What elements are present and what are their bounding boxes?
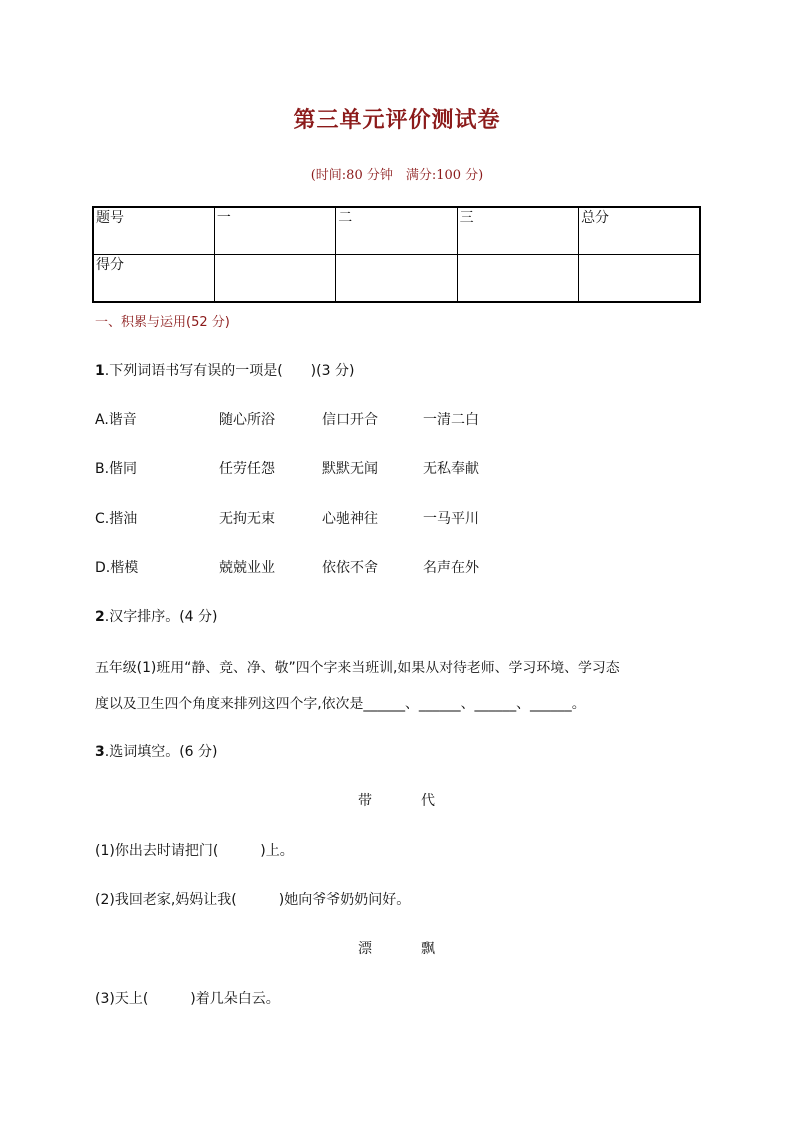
option-word: 兢兢业业	[219, 560, 275, 576]
question-text: .下列词语书写有误的一项是( )(3 分)	[104, 363, 355, 379]
exam-info: (时间:80 分钟 满分:100 分)	[310, 168, 484, 183]
table-cell-header: 三	[457, 207, 578, 255]
question-3	[95, 741, 217, 761]
question-number: 3	[95, 744, 105, 760]
option-word: 心驰神往	[322, 511, 378, 527]
fill-sentence-2: (2)我回老家,妈妈让我( )她向爷爷奶奶问好。	[95, 892, 411, 908]
fill-sentence-1: (1)你出去时请把门( )上。	[95, 843, 294, 859]
page-title: 第三单元评价测试卷	[293, 107, 501, 133]
question-2	[95, 606, 217, 626]
option-word: 无私奉献	[423, 461, 479, 477]
option-word: 任劳任怨	[219, 461, 275, 477]
option-letter: B.偕同	[95, 461, 138, 477]
option-word: 一马平川	[423, 511, 479, 527]
option-word: 一清二白	[423, 412, 479, 428]
score-table	[92, 206, 701, 303]
option-word: 依依不舍	[322, 560, 378, 576]
word-choices-2	[0, 938, 794, 958]
option-word: 默默无闻	[322, 461, 378, 477]
section-heading: 一、积累与运用(52 分)	[95, 315, 230, 330]
question-number: 1	[95, 363, 105, 379]
question-2-body-line1: 五年级(1)班用“静、竞、净、敬”四个字来当班训,如果从对待老师、学习环境、学习态	[95, 660, 620, 676]
choice-word: 带	[358, 793, 372, 809]
table-row	[93, 255, 700, 303]
score-cell	[214, 255, 335, 303]
word-choices-1	[0, 790, 794, 810]
fill-sentence-3: (3)天上( )着几朵白云。	[95, 991, 280, 1007]
question-number: 2	[95, 609, 105, 625]
table-cell-header: 题号	[93, 207, 214, 255]
option-word: 名声在外	[423, 560, 479, 576]
table-cell-header: 二	[336, 207, 457, 255]
table-cell-header: 一	[214, 207, 335, 255]
option-letter: D.楷模	[95, 560, 139, 576]
question-text: .选词填空。(6 分)	[104, 744, 218, 760]
option-word: 随心所浴	[219, 412, 275, 428]
question-2-body-line2: 度以及卫生四个角度来排列这四个字,依次是______、______、______、______。	[95, 696, 586, 712]
option-word: 信口开合	[322, 412, 378, 428]
question-1	[95, 360, 354, 380]
option-letter: C.揩油	[95, 511, 138, 527]
table-row	[93, 207, 700, 255]
choice-word: 漂	[358, 941, 372, 957]
option-letter: A.谐音	[95, 412, 137, 428]
choice-word: 飘	[421, 941, 435, 957]
table-cell-label: 得分	[93, 255, 214, 303]
table-cell-header: 总分	[579, 207, 700, 255]
score-cell	[457, 255, 578, 303]
option-word: 无拘无束	[219, 511, 275, 527]
score-cell	[579, 255, 700, 303]
score-cell	[336, 255, 457, 303]
choice-word: 代	[421, 793, 435, 809]
question-text: .汉字排序。(4 分)	[104, 609, 218, 625]
